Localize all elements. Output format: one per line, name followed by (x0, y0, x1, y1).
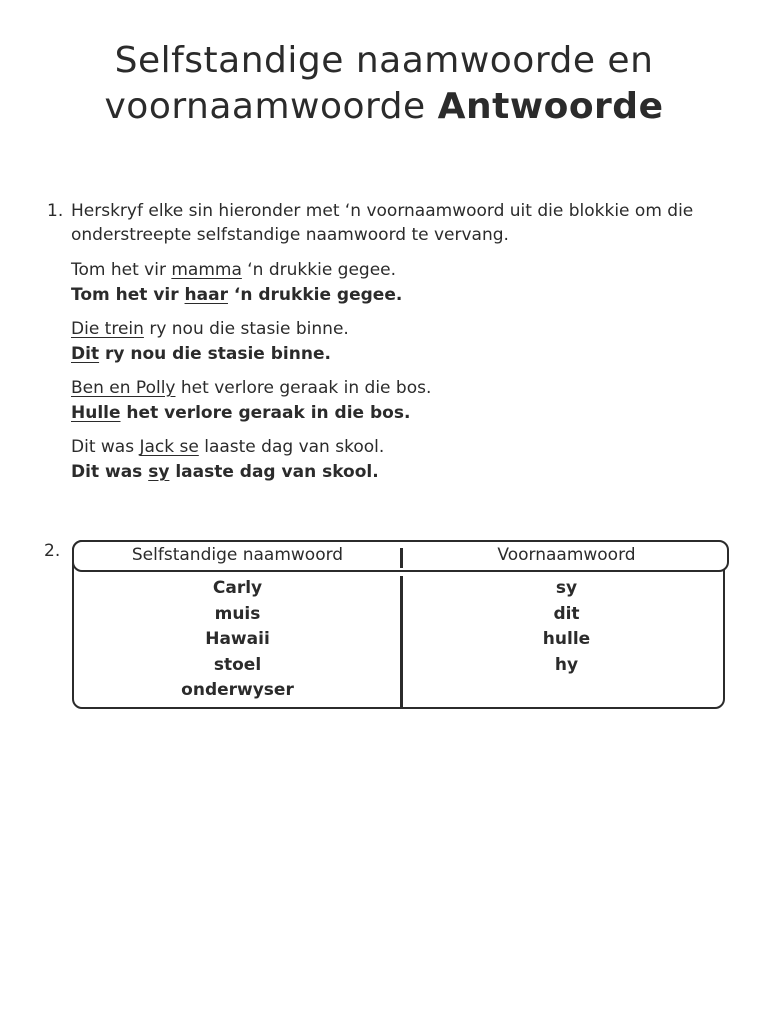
noun-cell: Hawaii (205, 629, 270, 649)
sentence-text: ry nou die stasie binne. (143, 319, 349, 339)
noun-cell: onderwyser (181, 680, 294, 700)
underlined-word: sy (148, 462, 170, 482)
underlined-word: mamma (171, 260, 242, 280)
sentence-pair (71, 376, 741, 426)
page-title (0, 38, 768, 130)
sentence-text: Tom het vir (71, 285, 185, 305)
answer-sentence (71, 460, 741, 485)
original-sentence (71, 376, 741, 401)
table-header-pronouns: Voornaamwoord (497, 545, 636, 565)
sentence-text: ‘n drukkie gegee. (227, 285, 403, 305)
sentence-text: Dit was (71, 437, 140, 457)
underlined-word: Jack se (139, 437, 199, 457)
pronoun-cell: hy (554, 654, 579, 675)
table-header-nouns: Selfstandige naamwoord (131, 545, 344, 565)
sentence-text: laaste dag van skool. (169, 462, 379, 482)
underlined-word: Die trein (71, 319, 144, 339)
title-line-2-prefix: voornaamwoorde (104, 86, 438, 127)
original-sentence (71, 317, 741, 342)
question-1-number: 1. (47, 201, 64, 221)
underlined-word: Hulle (71, 403, 121, 423)
noun-pronoun-table (72, 540, 725, 709)
sentence-text: ‘n drukkie gegee. (241, 260, 397, 280)
nouns-column (74, 576, 401, 704)
sentence-text: Tom het vir (71, 260, 172, 280)
underlined-word: Dit (71, 344, 100, 364)
question-1-items (71, 258, 741, 494)
sentence-text: laaste dag van skool. (198, 437, 385, 457)
sentence-pair (71, 258, 741, 308)
sentence-pair (71, 317, 741, 367)
underlined-word: Ben en Polly (71, 378, 176, 398)
title-line-2 (0, 84, 768, 130)
question-1-instruction: Herskryf elke sin hieronder met ‘n voornaamwoord uit die blokkie om die onderstreepte selfstandige naamwoord te vervang. (71, 201, 694, 245)
answer-sentence (71, 342, 741, 367)
noun-cell: Carly (212, 578, 263, 598)
table-header (72, 540, 729, 572)
pronouns-column (404, 576, 729, 678)
noun-cell: muis (214, 603, 261, 624)
sentence-pair (71, 435, 741, 485)
underlined-word: haar (184, 285, 228, 305)
pronoun-cell: hulle (542, 629, 591, 649)
pronoun-cell: dit (553, 603, 580, 624)
title-answers-word: Antwoorde (437, 86, 664, 127)
noun-cell: stoel (213, 654, 262, 675)
question-2-number: 2. (44, 541, 61, 561)
original-sentence (71, 258, 741, 283)
answer-sentence (71, 401, 741, 426)
sentence-text: Dit was (71, 462, 149, 482)
pronoun-cell: sy (555, 578, 578, 598)
original-sentence (71, 435, 741, 460)
sentence-text: het verlore geraak in die bos. (120, 403, 411, 423)
answer-sentence (71, 283, 741, 308)
sentence-text: ry nou die stasie binne. (99, 344, 331, 364)
title-line-1: Selfstandige naamwoorde en (114, 40, 654, 81)
header-divider (400, 548, 403, 568)
sentence-text: het verlore geraak in die bos. (175, 378, 432, 398)
